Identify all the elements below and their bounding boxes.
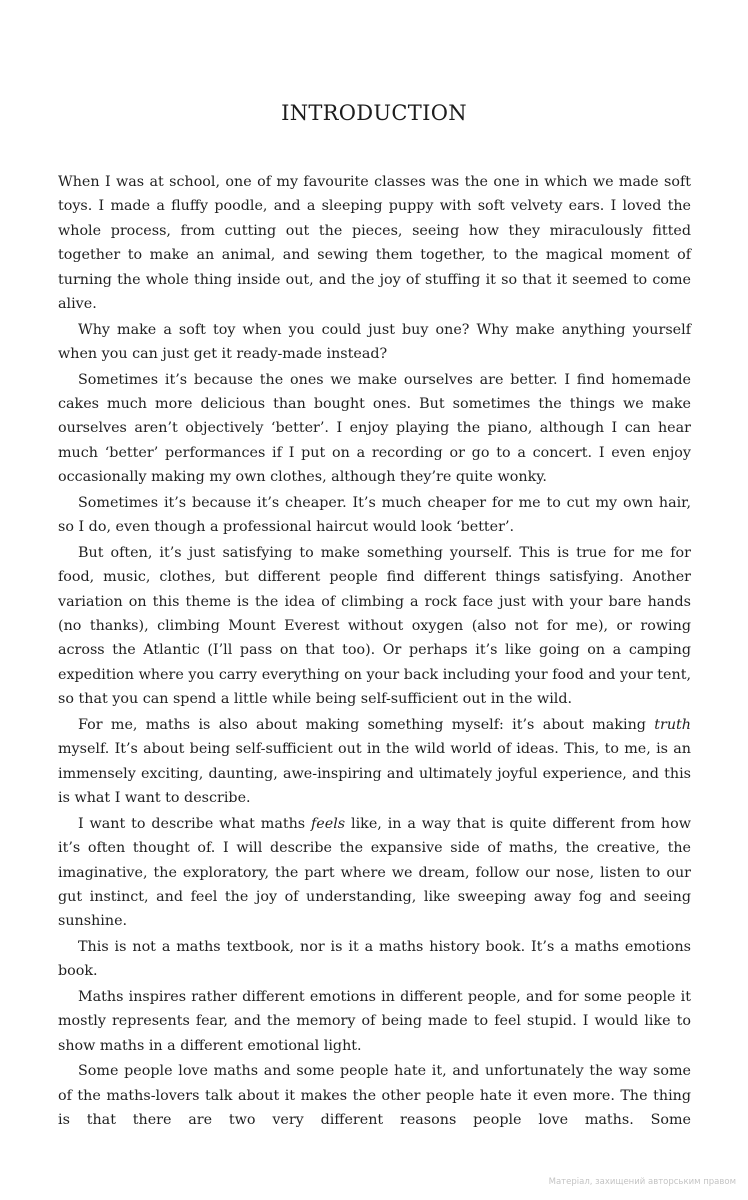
text-run: Why make a soft toy when you could just buy one? Why make anything yourself when you can just get it ready-made instead?: [58, 321, 691, 363]
paragraph: [58, 368, 691, 490]
paragraph: [58, 170, 691, 316]
text-run: Maths inspires rather different emotions in different people, and for some people it mostly represents fear, and the memory of being made to feel stupid. I would like to show maths in a different emotional light.: [58, 988, 691, 1054]
text-run: For me, maths is also about making something myself: it’s about making: [78, 716, 655, 733]
italic-word: feels: [311, 815, 346, 832]
paragraph: [58, 812, 691, 934]
paragraph: [58, 491, 691, 540]
copyright-watermark: Матеріал, захищений авторським правом: [548, 1177, 736, 1187]
text-run: Some people love maths and some people hate it, and unfortunately the way some of the maths-lovers talk about it makes the other people hate it even more. The thing is that there are two very different reasons people love maths. Some: [58, 1063, 691, 1129]
paragraph: [58, 1059, 691, 1132]
paragraph: [58, 935, 691, 984]
text-run: Sometimes it’s because the ones we make ourselves are better. I find homemade cakes much more delicious than bought ones. But sometimes the things we make ourselves aren’t objectively ‘better’. I enjoy playing the piano, although I can hear much ‘better’ performances if I put on a recording or go to a concert. I even enjoy occasionally making my own clothes, although they’re quite wonky.: [58, 371, 691, 486]
text-run: This is not a maths textbook, nor is it a maths history book. It’s a maths emotions book.: [58, 938, 691, 980]
text-run: When I was at school, one of my favourite classes was the one in which we made soft toys. I made a fluffy poodle, and a sleeping puppy with soft velvety ears. I loved the whole process, from cutting out the pieces, seeing how they miraculously fitted together to make an animal, and sewing them together, to the magical moment of turning the whole thing inside out, and the joy of stuffing it so that it seemed to come alive.: [58, 174, 691, 313]
text-run: myself. It’s about being self-sufficient out in the wild world of ideas. This, to me, is an immensely exciting, daunting, awe-inspiring and ultimately joyful experience, and this is what I want to describe.: [58, 741, 691, 807]
paragraph: [58, 713, 691, 811]
text-run: But often, it’s just satisfying to make something yourself. This is true for me for food, music, clothes, but different people find different things satisfying. Another variation on this theme is the idea of climbing a rock face just with your bare hands (no thanks), climbing Mount Everest without oxygen (also not for me), or rowing across the Atlantic (I’ll pass on that too). Or perhaps it’s like going on a camping expedition where you carry everything on your back including your food and your tent, so that you can spend a little while being self-sufficient out in the wild.: [58, 544, 691, 708]
body-text: [58, 170, 691, 1134]
chapter-title: INTRODUCTION: [281, 101, 467, 125]
text-run: like, in a way that is quite different from how it’s often thought of. I will describe the expansive side of maths, the creative, the imaginative, the exploratory, the part where we dream, follow our nose, listen to our gut instinct, and feel the joy of understanding, like sweeping away fog and seeing sunshine.: [58, 815, 692, 930]
text-run: Sometimes it’s because it’s cheaper. It’s much cheaper for me to cut my own hair, so I do, even though a professional haircut would look ‘better’.: [58, 494, 691, 536]
paragraph: [58, 318, 691, 367]
paragraph: [58, 985, 691, 1058]
text-run: I want to describe what maths: [78, 815, 312, 832]
italic-word: truth: [654, 716, 691, 733]
paragraph: [58, 541, 691, 712]
